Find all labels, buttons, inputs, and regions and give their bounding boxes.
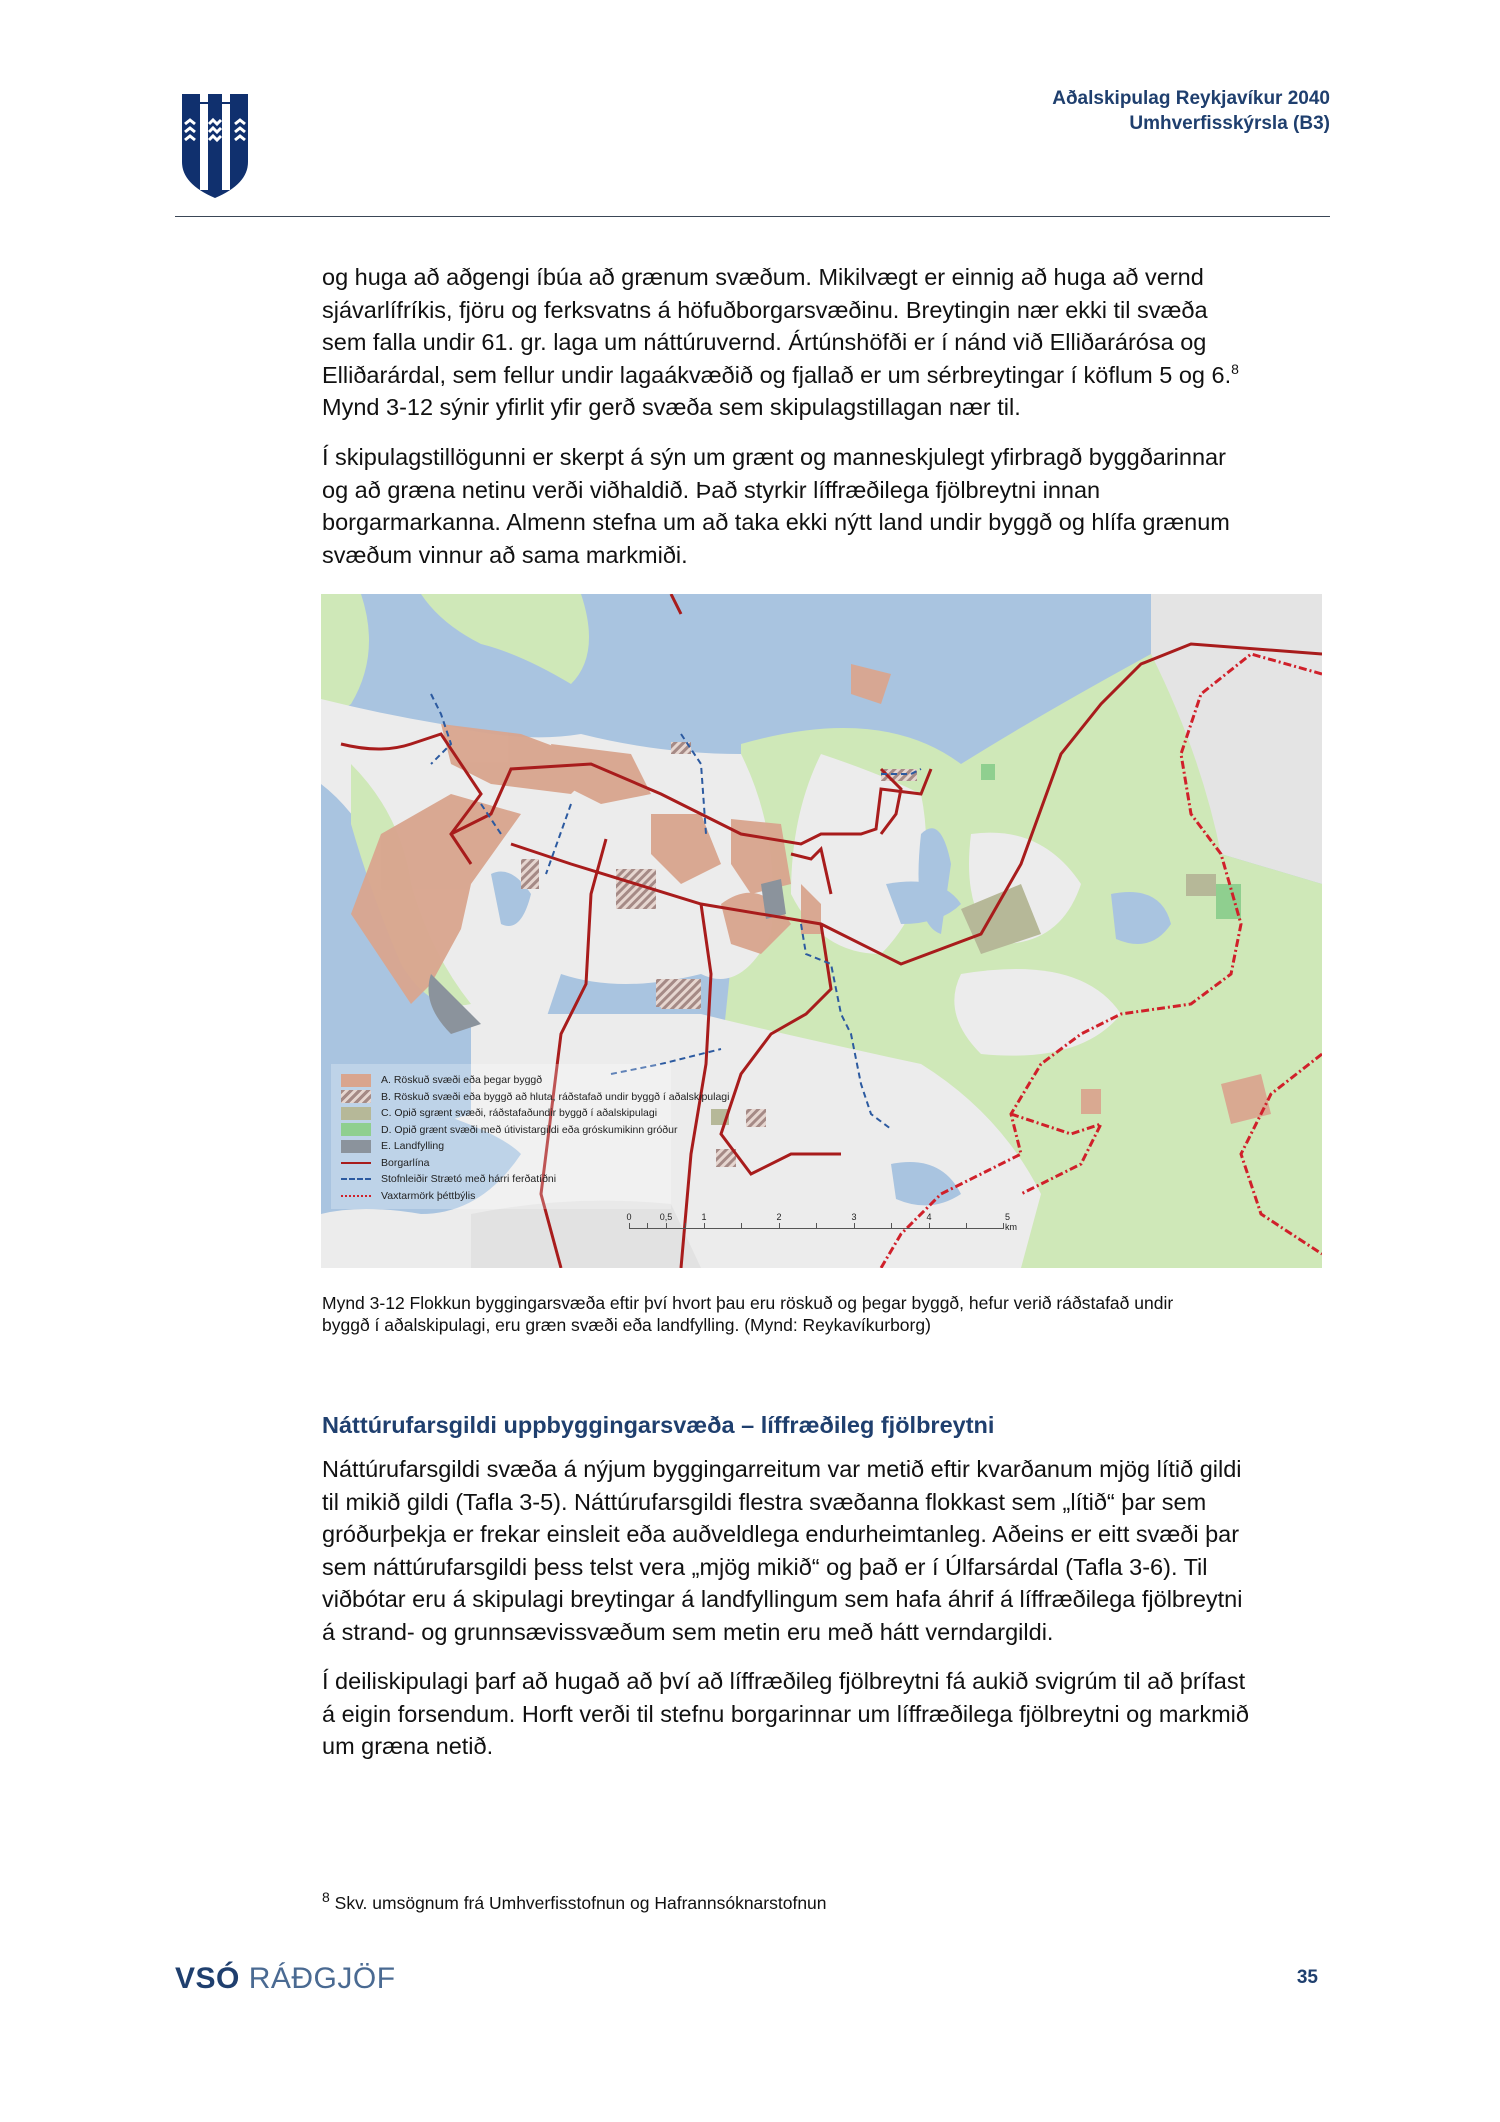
scale-tick <box>929 1223 930 1229</box>
legend-item-e <box>341 1138 729 1155</box>
scale-tick <box>704 1223 705 1229</box>
scale-tick <box>966 1223 967 1229</box>
text-line: og að græna netinu verði viðhaldið. Það styrkir líffræðilega fjölbreytni innan <box>322 476 1101 503</box>
caption-line: Mynd 3-12 Flokkun byggingarsvæða eftir því hvort þau eru röskuð og þegar byggð, hefur verið ráðstafað undir <box>322 1293 1174 1313</box>
header-title-line-1: Aðalskipulag Reykjavíkur 2040 <box>1052 88 1330 109</box>
text-line: sjávarlífríkis, fjöru og ferksvatns á höfuðborgarsvæðinu. Breytingin nær ekki til svæða <box>322 296 1208 323</box>
scale-label: 2 <box>776 1212 782 1222</box>
legend-item-b <box>341 1089 729 1106</box>
scale-label: 0 <box>626 1212 632 1222</box>
text-line: sem náttúrufarsgildi þess telst vera „mjög mikið“ og það er í Úlfarsárdal (Tafla 3-6). Til <box>322 1553 1208 1580</box>
reykjavik-coat-of-arms-logo <box>180 92 250 200</box>
scale-tick <box>629 1223 630 1229</box>
map-legend <box>341 1072 729 1204</box>
legend-item-borgarlina <box>341 1155 729 1172</box>
scale-label: 5 km <box>1005 1212 1017 1232</box>
footnote-number: 8 <box>322 1889 330 1906</box>
scale-tick <box>685 1223 686 1229</box>
salmon-swatch-icon <box>341 1074 371 1087</box>
scale-tick <box>741 1223 742 1229</box>
text-line: um græna netið. <box>322 1733 494 1759</box>
text-line: borgarmarkanna. Almenn stefna um að taka ekki nýtt land undir byggð og hlífa grænum <box>322 509 1230 535</box>
section-heading: Náttúrufarsgildi uppbyggingarsvæða – líffræðileg fjölbreytni <box>322 1412 995 1438</box>
scale-tick <box>647 1223 648 1229</box>
legend-item-vaxtarmork <box>341 1188 729 1205</box>
header-divider <box>175 216 1330 217</box>
dash-dot-line-icon <box>341 1195 371 1197</box>
hatched-swatch-icon <box>341 1090 371 1103</box>
olive-swatch-icon <box>341 1107 371 1120</box>
scale-label: 0,5 <box>659 1212 673 1222</box>
text-line: á strand- og grunnsævissvæðum sem metin eru með hátt verndargildi. <box>322 1618 1054 1645</box>
map-scale-bar <box>626 1212 1017 1242</box>
scale-tick <box>816 1223 817 1229</box>
legend-item-d <box>341 1122 729 1139</box>
dashed-line-icon <box>341 1178 371 1180</box>
legend-label: Borgarlína <box>381 1156 430 1169</box>
brand-light: RÁÐGJÖF <box>248 1962 396 1995</box>
legend-label: B. Röskuð svæði eða byggð að hluta, ráðstafað undir byggð í aðalskipulagi <box>381 1090 730 1103</box>
text-line: gróðurþekja er frekar einsleit eða auðveldlega endurheimtanleg. Aðeins er eitt svæði þar <box>322 1521 1240 1547</box>
text-line: Náttúrufarsgildi svæða á nýjum byggingarreitum var metið eftir kvarðanum mjög lítið gildi <box>322 1456 1242 1482</box>
scale-tick <box>854 1223 855 1229</box>
text-line-content: Elliðarárdal, sem fellur undir lagaákvæðið og fjallað er um sérbreytingar í köflum 5 og 6. <box>322 361 1232 388</box>
header-title-line-2: Umhverfisskýrsla (B3) <box>1129 113 1330 134</box>
scale-label: 3 <box>851 1212 857 1222</box>
text-line: viðbótar eru á skipulagi breytingar á landfyllingum sem hafa áhrif á líffræðilega fjölbreytni <box>322 1586 1243 1612</box>
text-line: svæðum vinnur að sama markmiði. <box>322 541 688 568</box>
paragraph-intro <box>322 261 1332 424</box>
legend-label: C. Opið sgrænt svæði, ráðstafaðundir byggð í aðalskipulagi <box>381 1107 658 1120</box>
legend-label: Vaxtarmörk þéttbýlis <box>381 1189 476 1202</box>
legend-label: A. Röskuð svæði eða þegar byggð <box>381 1074 543 1087</box>
text-line: og huga að aðgengi íbúa að grænum svæðum. Mikilvægt er einnig að huga að vernd <box>322 264 1204 290</box>
scale-tick <box>891 1223 892 1229</box>
text-line: sem falla undir 61. gr. laga um náttúruvernd. Ártúnshöfði er í nánd við Elliðarárósa og <box>322 329 1207 355</box>
brand-bold: VSÓ <box>175 1962 240 1995</box>
green-swatch-icon <box>341 1123 371 1136</box>
text-line: til mikið gildi (Tafla 3-5). Náttúrufarsgildi flestra svæðanna flokkast sem „lítið“ þar sem <box>322 1488 1207 1515</box>
legend-item-c <box>341 1105 729 1122</box>
solid-line-icon <box>341 1162 371 1164</box>
legend-label: E. Landfylling <box>381 1140 445 1153</box>
figure-map-building-areas <box>321 594 1322 1268</box>
footnote-text: Skv. umsögnum frá Umhverfisstofnun og Hafrannsóknarstofnun <box>334 1893 827 1913</box>
footnote-reference[interactable]: 8 <box>1231 360 1239 377</box>
scale-tick <box>666 1223 667 1229</box>
paragraph-green-network <box>322 441 1332 571</box>
scale-label: 1 <box>701 1212 707 1222</box>
text-line <box>322 359 1332 392</box>
paragraph-natural-value <box>322 1453 1332 1648</box>
legend-label: Stofnleiðir Strætó með hárri ferðatíðni <box>381 1173 557 1186</box>
caption-line: byggð í aðalskipulagi, eru græn svæði eða landfylling. (Mynd: Reykavíkurborg) <box>322 1315 931 1335</box>
scale-tick <box>1003 1223 1004 1229</box>
text-line: Mynd 3-12 sýnir yfirlit yfir gerð svæða sem skipulagstillagan nær til. <box>322 394 1021 420</box>
paragraph-detail-planning <box>322 1665 1332 1763</box>
scale-tick <box>779 1223 780 1229</box>
document-header-title <box>1052 86 1330 136</box>
footnote <box>322 1889 827 1914</box>
legend-item-straeto <box>341 1171 729 1188</box>
text-line: Í deiliskipulagi þarf að hugað að því að líffræðileg fjölbreytni fá aukið svigrúm til að þrífast <box>322 1668 1246 1694</box>
grey-swatch-icon <box>341 1140 371 1153</box>
legend-label: D. Opið grænt svæði með útivistargildi eða gróskumikinn gróður <box>381 1123 678 1136</box>
text-line: Í skipulagstillögunni er skerpt á sýn um grænt og manneskjulegt yfirbragð byggðarinnar <box>322 444 1226 470</box>
legend-item-a <box>341 1072 729 1089</box>
figure-caption <box>322 1292 1332 1336</box>
text-line: á eigin forsendum. Horft verði til stefnu borgarinnar um líffræðilega fjölbreytni og markmið <box>322 1700 1249 1727</box>
footer-brand-logo <box>175 1962 396 1996</box>
page-number: 35 <box>1296 1967 1318 1988</box>
scale-label: 4 <box>926 1212 932 1222</box>
